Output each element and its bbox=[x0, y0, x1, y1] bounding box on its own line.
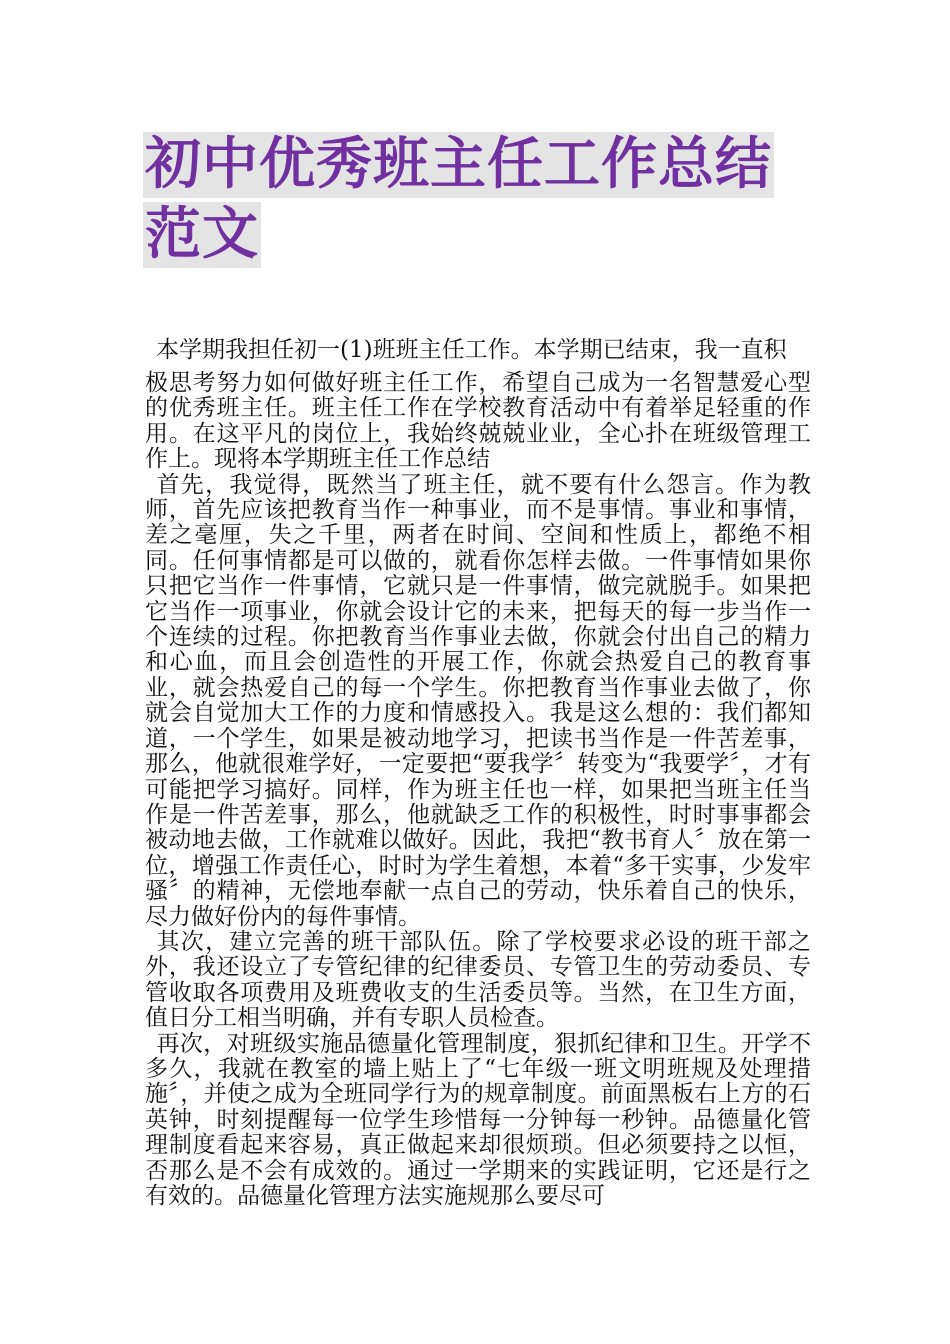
paragraph-intro-continued: 极思考努力如何做好班主任工作，希望自己成为一名智慧爱心型的优秀班主任。班主任工作在学校教育活动中有着举足轻重的作用。在这平凡的岗位上，我始终兢兢业业，全心扑在班级管理工作上。现将本学期班主任工作总结 bbox=[145, 370, 811, 473]
paragraph-third: 再次，对班级实施品德量化管理制度，狠抓纪律和卫生。开学不多久，我就在教室的墙上贴上了“七年级一班文明班规及处理措施〞，并使之成为全班同学行为的规章制度。前面黑板右上方的石英钟，时刻提醒每一位学生珍惜每一分钟每一秒钟。品德量化管理制度看起来容易，真正做起来却很烦琐。但必须要持之以恒，否那么是不会有成效的。通过一学期来的实践证明，它还是行之有效的。品德量化管理方法实施规那么要尽可 bbox=[145, 1030, 811, 1209]
document-title-line-2: 范文 bbox=[145, 202, 259, 267]
paragraph-second: 其次，建立完善的班干部队伍。除了学校要求必设的班干部之外，我还设立了专管纪律的纪律委员、专管卫生的劳动委员、专管收取各项费用及班费收支的生活委员等。当然，在卫生方面，值日分工相当明确，并有专职人员检查。 bbox=[145, 928, 811, 1032]
paragraph-first: 首先，我觉得，既然当了班主任，就不要有什么怨言。作为教师，首先应该把教育当作一种事业，而不是事情。事业和事情，差之毫厘，失之千里，两者在时间、空间和性质上，都绝不相同。任何事情都是可以做的，就看你怎样去做。一件事情如果你只把它当作一件事情，它就只是一件事情，做完就脱手。如果把它当作一项事业，你就会设计它的未来，把每天的每一步当作一个连续的过程。你把教育当作事业去做，你就会付出自己的精力和心血，而且会创造性的开展工作，你就会热爱自己的教育事业，就会热爱自己的每一个学生。你把教育当作事业去做了，你就会自觉加大工作的力度和情感投入。我是这么想的：我们都知道，一个学生，如果是被动地学习，把读书当作是一件苦差事，那么，他就很难学好，一定要把“要我学〞转变为“我要学〞，才有可能把学习搞好。同样，作为班主任也一样，如果把当班主任当作是一件苦差事，那么，他就缺乏工作的积极性，时时事事都会被动地去做，工作就难以做好。因此，我把“教书育人〞放在第一位，增强工作责任心，时时为学生着想，本着“多干实事，少发牢骚〞的精神，无偿地奉献一点自己的劳动，快乐着自己的快乐，尽力做好份内的每件事情。 bbox=[145, 471, 811, 930]
document-title-line-1: 初中优秀班主任工作总结 bbox=[145, 132, 772, 197]
intro-first-line bbox=[145, 336, 811, 364]
document-body bbox=[145, 371, 811, 1209]
intro-first-line-text: 本学期我担任初一(1)班班主任工作。本学期已结束，我一直积 bbox=[156, 337, 787, 363]
